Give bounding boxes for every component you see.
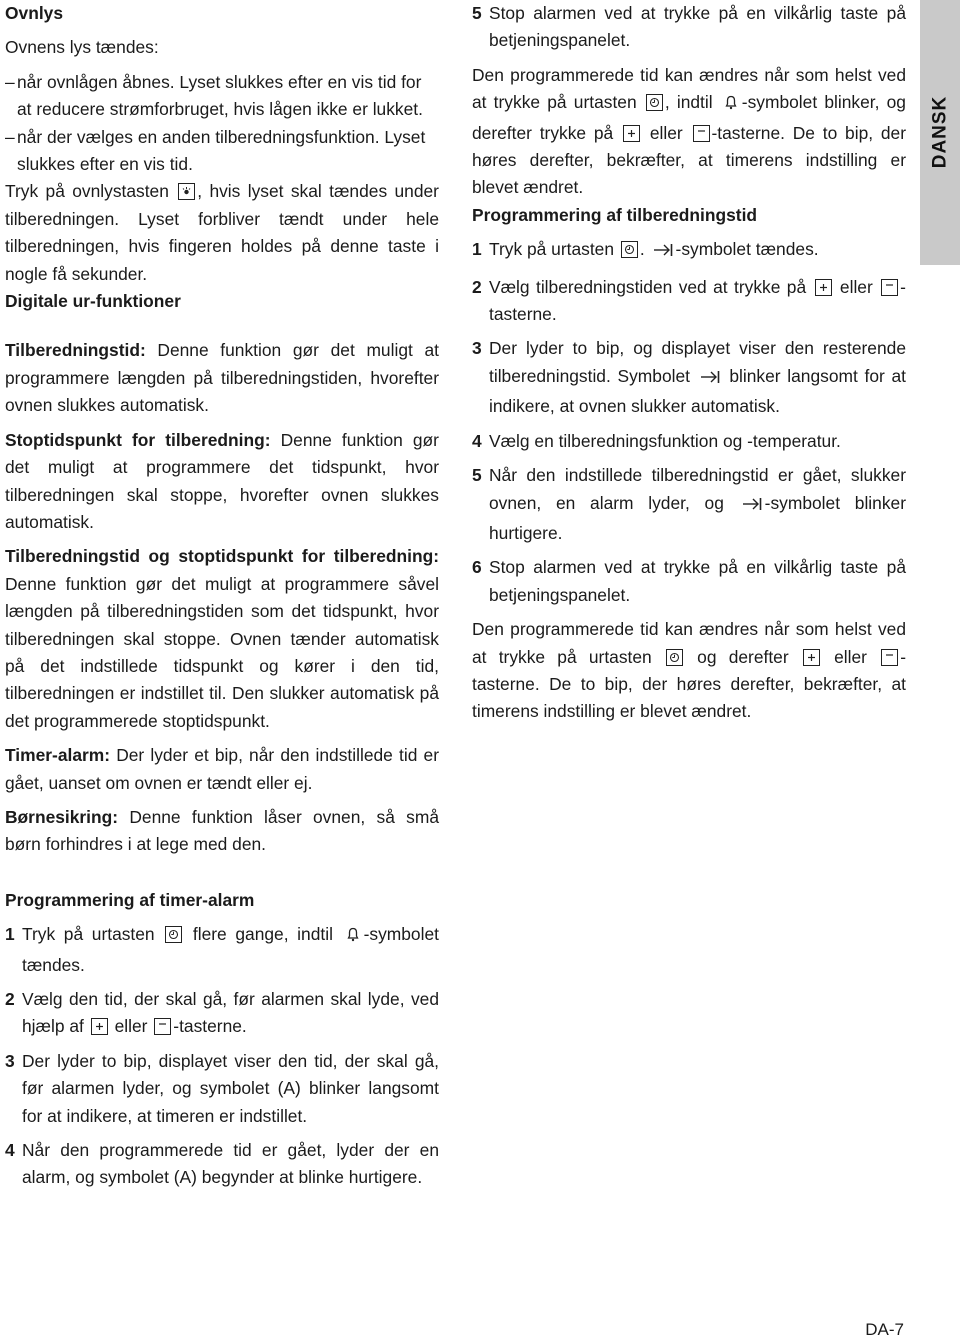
ovnlys-intro: Ovnens lys tændes: [5, 37, 159, 58]
ovnlys-paragraph: Tryk på ovnlystasten , hvis lyset skal tændes under tilberedningen. Lyset forbliver tændt under hele tilberedningen, hvis fingeren holdes på denne taste i nogle få sekunder. [5, 181, 439, 284]
timer-step-1: 1 Tryk på urtasten flere gange, indtil -symbolet tændes. [5, 924, 439, 975]
tilb-step-2: 2 Vælg tilberedningstiden ved at trykke på eller -tasterne. [472, 276, 906, 325]
tilberedningstid-heading: Programmering af tilberedningstid [472, 204, 758, 225]
minus-key-icon [881, 279, 898, 296]
timer-step-3: 3 Der lyder to bip, displayet viser den tid, der skal gå, før alarmen lyder, og symbolet (A) blinker langsomt for at indikere, at timeren er indstillet. [5, 1050, 439, 1126]
minus-key-icon [881, 649, 898, 666]
timer-step-5: 5 Stop alarmen ved at trykke på en vilkårlig taste på betjeningspanelet. [472, 3, 906, 51]
timer-alarm-definition: Timer-alarm: Der lyder et bip, når den indstillede tid er gået, uanset om ovnen er tændt eller ej. [5, 745, 439, 793]
language-tab [920, 0, 960, 265]
plus-key-icon [623, 125, 640, 142]
bell-icon [344, 924, 362, 951]
end-arrow-icon [652, 239, 674, 266]
tilb-step-1: 1 Tryk på urtasten . -symbolet tændes. [472, 236, 906, 266]
clock-key-icon [666, 649, 683, 666]
tilb-change-paragraph: Den programmerede tid kan ændres når som helst ved at trykke på urtasten og derefter eller -tasterne. De to bip, der høres derefter, bekræfter, at timerens indstilling er blevet ændret. [472, 619, 906, 722]
plus-key-icon [815, 279, 832, 296]
tilb-step-6: 6 Stop alarmen ved at trykke på en vilkårlig taste på betjeningspanelet. [472, 557, 906, 605]
left-column [5, 0, 439, 1192]
digitale-heading: Digitale ur-funktioner [5, 291, 181, 312]
stoptidspunkt-definition: Stoptidspunkt for tilberedning: Denne funktion gør det muligt at programmere det tidspunkt, hvor tilberedningen skal stoppe, hvorefter ovnen slukkes automatisk. [5, 429, 439, 532]
tilb-step-4: 4 Vælg en tilberedningsfunktion og -temperatur. [472, 430, 841, 451]
timer-step-4: 4 Når den programmerede tid er gået, lyder der en alarm, og symbolet (A) begynder at blinke hurtigere. [5, 1140, 439, 1188]
end-arrow-icon [741, 493, 763, 520]
timer-change-paragraph: Den programmerede tid kan ændres når som helst ved at trykke på urtasten , indtil -symbolet blinker, og derefter trykke på eller -tasterne. De to bip, der høres derefter, bekræfter, at timerens indstilling er blevet ændret. [472, 64, 907, 198]
timer-heading: Programmering af timer-alarm [5, 889, 255, 910]
kombineret-definition: Tilberedningstid og stoptidspunkt for tilberedning: Denne funktion gør det muligt at programmere såvel længden på tilberedningstiden som det tidspunkt, hvor tilberedningen skal stoppe. Ovnen tænder automatisk på det indstillede tidspunkt og kører i den tid, tilberedningen er indstillet til. Den slukker automatisk på det programmerede stoptidspunkt. [5, 546, 439, 731]
language-tab-label: DANSK [929, 95, 951, 169]
ovnlys-bullet-1: – når ovnlågen åbnes. Lyset slukkes efter en vis tid for at reducere strømforbruget, hvis lågen ikke er lukket. [5, 71, 423, 120]
tilb-step-3: 3 Der lyder to bip, og displayet viser den resterende tilberedningstid. Symbolet blinker langsomt for at indikere, at ovnen slukker automatisk. [472, 338, 906, 417]
right-column [472, 0, 906, 726]
plus-key-icon [91, 1018, 108, 1035]
minus-key-icon [693, 125, 710, 142]
tilberedningstid-definition: Tilberedningstid: Denne funktion gør det muligt at programmere længden på tilberedningstiden, hvorefter ovnen slukkes automatisk. [5, 340, 439, 416]
clock-key-icon [646, 94, 663, 111]
minus-key-icon [154, 1018, 171, 1035]
clock-key-icon [165, 926, 182, 943]
ovnlys-heading: Ovnlys [5, 3, 63, 23]
ovnlys-bullet-2: – når der vælges en anden tilberedningsfunktion. Lyset slukkes efter en vis tid. [5, 126, 426, 175]
page-number: DA-7 [865, 1320, 904, 1339]
oven-lamp-key-icon [178, 183, 195, 200]
tilb-step-5: 5 Når den indstillede tilberedningstid er gået, slukker ovnen, en alarm lyder, og -symbolet blinker hurtigere. [472, 465, 907, 543]
clock-key-icon [621, 241, 638, 258]
timer-step-2: 2 Vælg den tid, der skal gå, før alarmen skal lyde, ved hjælp af eller -tasterne. [5, 989, 439, 1037]
bell-icon [722, 92, 740, 119]
boernesikring-definition: Børnesikring: Denne funktion låser ovnen, så små børn forhindres i at lege med den. [5, 806, 439, 855]
end-arrow-icon [699, 366, 721, 393]
plus-key-icon [803, 649, 820, 666]
